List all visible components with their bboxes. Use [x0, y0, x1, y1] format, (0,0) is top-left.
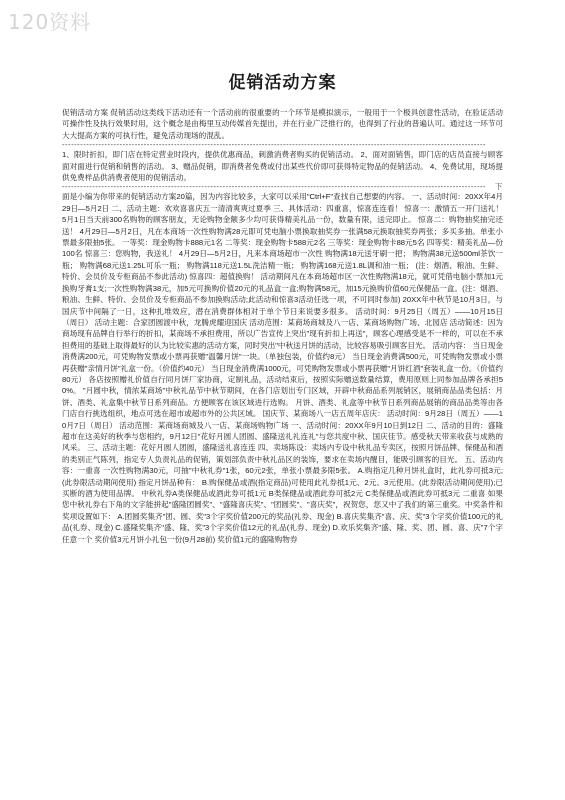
document-page: [62, 68, 503, 545]
dashed-separator-with-continuation: [62, 183, 503, 191]
document-title: 促销活动方案: [228, 73, 337, 92]
promotion-types-paragraph: 1、限时折扣，即门店在特定营业时段内，提供优惠商品，刺激消费者购买的促销活动。 2、面对面销售，即门店的店员直接与顾客面对面进行促销和销售的活动。 3、赠品促销，即消费者免费或付出某些代价即可获得特定物品的促销活动。 4、免费试用，现场提供免费样品供消费者使用的促销活动。: [62, 150, 503, 183]
main-body-paragraph: 面是小编为你带来的促销活动方案20篇，因为内容比较多，大家可以采用"Ctrl+F"查找自己想要的内容。 一、活动时间：20XX年4月29日—5月2日 二、活动主题：欢欢喜喜庆五一清清爽爽过夏季 三、具体活动：四重喜，惊喜连连看！ 惊喜一：激情五一开门送礼！ 5月1日当天前300名购物的顾客朋友，无论购物金额多少均可获得精美礼品一份，数量有限，送完即止。 惊喜二：购物抽奖抽完还送！ 4月29日—5月2日，凡在本商场一次性购物满28元即可凭电脑小票换取抽奖券一张满58元换取抽奖券两张；多买多抽。单张小票最多限抽5张。 一等奖：现金购物卡888元1名 二等奖：现金购物卡588元2名 三等奖：现金购物卡88元5名 四等奖：精美礼品—份100名 惊喜三：您购物，我送礼！ 4月29日—5月2日，凡来本商场超市一次性 购物满18元送牙刷一把； 购物满38元送500ml茶饮一瓶； 购物满68元送1.25L可乐一瓶； 购物满118元送1.5L洗洁精一瓶； 购物满168元送1.8L调和油一瓶； (注：烟酒、粮油、生鲜、特价、会员价及专柜商品不参此活动) 惊喜四：超值换购！ 活动期间凡在本商场超市区一次性购物满18元，就可凭借电脑小票加1元换购牙膏1支;一次性购物满38元，加5元可换购价值20元的礼品盒一盒;购物满58元，加15元换购价值60元保健品一盒。(注：烟酒、粮油、生鲜、特价、会员价及专柜商品不参加换购活动;此活动和惊喜3活动任选一项，不可同时参加) 20XX年中秋节是10月3日，与国庆节中间隔了一日，这种扎堆效应，潜在消费群体相对于单个节日来说要多很多。 活动时间：9月25日（周五）——10月15日（周日） 活动主题：合家团圆渡中秋，龙腾虎耀迎国庆 活动范围：某商场商城及八一店、某商场购物广场、北园店 活动简述：因为商场现有品牌自行举行的折扣，某商场不承担费用，所以广告宣传上突出"现有折扣上再送"，顾客心理感受是不一样的，可以在不承担费用的基础上取得最好的认为比较实惠的活动方案，同时突出"中秋送月饼的活动，比较容易吸引顾客目光。 活动内容： 当日现金消费满200元，可凭购物发票或小票再获赠"温馨月饼"一块。（单独包装，价值约8元） 当日现金消费满500元，可凭购物发票或小票再获赠"亲情月饼"礼盒一份。（价值约40元） 当日现金消费满1000元，可凭购物发票或小票再获赠"月饼红酒"套装礼盒一份。（价值约80元） 各店按照赠礼价值自行同月饼厂家协商，定制礼品，活动结束后，按照实际赠送数量结算，费用原则上同参加品牌各承担50%。 "月圆中秋，情浓某商场"中秋礼品节中秋节期间，在各门店划出专门区域，开辟中秋商品系列展销区，展销商品品类包括：月饼、酒类、礼盒集中秋节日系列商品。方便顾客在该区域进行选购。 月饼、酒类、礼盒等中秋节日系列商品展销的商品品类等由各门店自行挑选组织，地点可选在超市或超市外的公共区域。 国庆节、某商场八一店五周年店庆： 活动时间：9月28日（周五）——10月7日（周日） 活动范围：某商场商城及八一店、某商场购物广场 一、活动时间：20XX年9月10日到12日 二、活动的目的：盛隆超市在这美好的秋季与您相约，9月12日"花好月圆人团圆、盛隆送礼礼连礼"与您共度中秋、国庆佳节。感受秋天带来收获与成熟的风采。 三、活动主题：花好月圆人团圆，盛隆送礼喜连连 四、卖场陈设：卖场内专设中秋礼品专卖区，按照月饼品牌、保健品和酒的类别正气陈列，指定专人负责礼品的促销，策划部负责中秋礼品区的装饰，要求在卖场内醒目，能吸引顾客的目光。 五、活动内容：一重喜 一次性购物满30元，可抽"中秋礼券"1张，60元2张，单张小票最多限5张。 A.购指定几种月饼礼盒时，此礼券可抵3元;(此券限活动期间使用) 指定月饼品种有： B.购保健品或酒(指定商品)可使用此礼券抵1元、2元、3元使用。(此券限活动期间使用);已买断的酒为使用品牌。 中秋礼券A类保健品或酒此券可抵1元 B类保健品或酒此券可抵2元 C类保健品或酒此券可抵3元 二重喜 如果您中秋礼券右下角的文字能拼起"盛隆团圆奖"、"盛隆喜庆奖"、"团圆奖"、"喜庆奖"，祝贺您，您又中了我们的第三重奖。中奖条件和奖项设置如下： A.团圆奖集齐"团、圆、奖"3个字奖价值200元的奖品(礼券、现金) B.喜庆奖集齐"喜、庆、奖"3个字奖价值100元的礼品(礼券、现金) C.盛隆奖集齐"盛、隆、奖"3个字奖价值12元的礼品(礼券、现金) D.欢乐奖集齐"盛、隆、奖、团、圆、喜、庆"7个字任意一个 奖价值3元月饼小礼包一份(9月28前) 奖价值1元的盛隆购物券: [62, 192, 503, 544]
intro-paragraph: 促销活动方案 促销活动这类线下活动还有一个活动前的很重要的一个环节是模拟演示，一般用于一个极具创意性活动，在验证活动可操作性及执行效果时用，这个概念是由梅里互动传媒首先提出，并在行业广泛推行的，也得到了行业的普遍认可。通过这一环节可大大提高方案的可执行性，避免活动现场的混乱。: [62, 108, 503, 140]
dashed-separator: --------------------------------------------------------------------------------------------------------------------------------------------: [62, 183, 487, 192]
continuation-word: 下: [494, 183, 503, 192]
dashed-separator: --------------------------------------------------------------------------------------------------------------------------------------------: [62, 141, 487, 150]
watermark: 120资料: [8, 10, 92, 34]
